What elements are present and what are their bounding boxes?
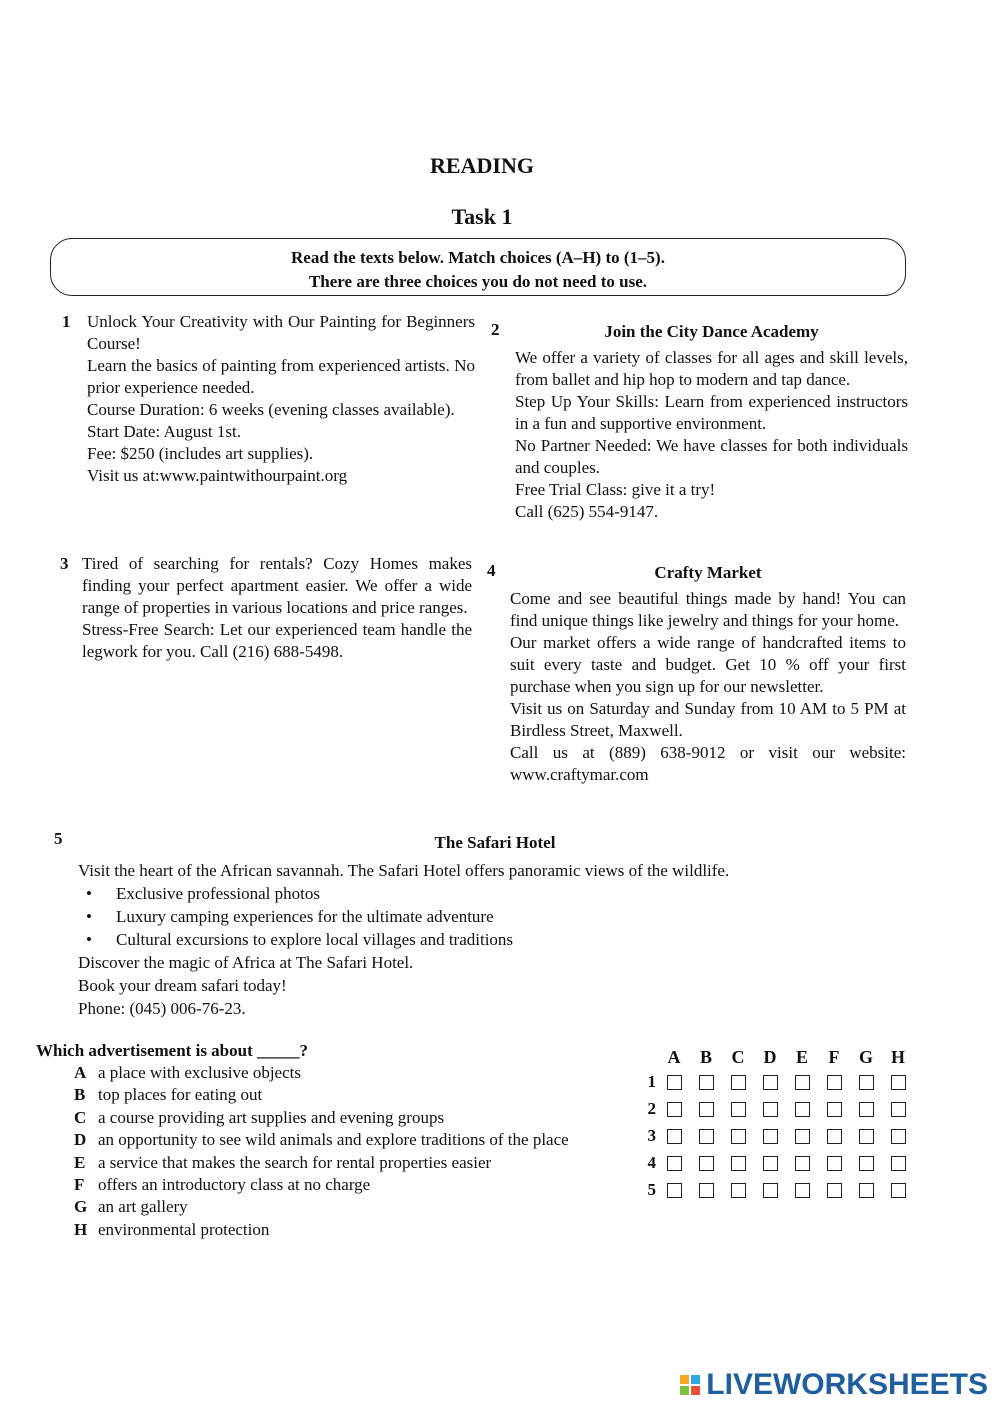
answer-cell	[754, 1149, 786, 1176]
answer-cell	[818, 1176, 850, 1203]
ad-2-line: We offer a variety of classes for all ages and skill levels, from ballet and hip hop to modern and tap dance.	[515, 348, 908, 389]
option-a	[74, 1062, 619, 1084]
answer-checkbox-4-g[interactable]	[859, 1156, 874, 1171]
answer-cell	[658, 1149, 690, 1176]
answer-cell	[850, 1176, 882, 1203]
option-text: an art gallery	[98, 1197, 188, 1217]
answer-checkbox-3-b[interactable]	[699, 1129, 714, 1144]
ad-4-line: Call us at (889) 638-9012 or visit our website: www.craftymar.com	[510, 743, 906, 784]
ad-5-bullet: • Luxury camping experiences for the ultimate adventure	[116, 905, 878, 928]
option-text: top places for eating out	[98, 1085, 263, 1105]
ad-1-text	[87, 311, 475, 487]
answer-cell	[722, 1122, 754, 1149]
ad-3-text	[82, 553, 472, 663]
answer-checkbox-3-h[interactable]	[891, 1129, 906, 1144]
grid-col-g: G	[858, 1047, 873, 1067]
ad-2-line: Free Trial Class: give it a try!	[515, 480, 716, 499]
answer-cell	[722, 1068, 754, 1095]
answer-checkbox-1-d[interactable]	[763, 1075, 778, 1090]
grid-corner	[626, 1046, 658, 1068]
option-text: a service that makes the search for rental properties easier	[98, 1152, 492, 1172]
answer-grid-row	[626, 1095, 914, 1122]
grid-col-f: F	[828, 1047, 840, 1067]
option-b	[74, 1084, 619, 1106]
answer-cell	[786, 1068, 818, 1095]
option-key: G	[74, 1197, 88, 1217]
option-key: D	[74, 1130, 87, 1150]
answer-checkbox-2-f[interactable]	[827, 1102, 842, 1117]
answer-cell	[850, 1095, 882, 1122]
question-prompt: Which advertisement is about _____?	[36, 1041, 308, 1060]
answer-checkbox-3-c[interactable]	[731, 1129, 746, 1144]
ad-5-outro: Book your dream safari today!	[78, 976, 287, 995]
option-text: an opportunity to see wild animals and explore traditions of the place	[98, 1130, 569, 1150]
answer-checkbox-2-h[interactable]	[891, 1102, 906, 1117]
answer-cell	[658, 1176, 690, 1203]
answer-checkbox-1-a[interactable]	[667, 1075, 682, 1090]
grid-row-label: 1	[647, 1071, 656, 1091]
answer-checkbox-5-b[interactable]	[699, 1183, 714, 1198]
option-text: offers an introductory class at no charge	[98, 1175, 371, 1195]
answer-grid-row	[626, 1176, 914, 1203]
ad-4-line: Our market offers a wide range of handcrafted items to suit every taste and budget. Get 10 % off your first purchase when you sign up for our newsletter.	[510, 633, 906, 696]
ad-4-line: Visit us on Saturday and Sunday from 10 AM to 5 PM at Birdless Street, Maxwell.	[510, 699, 906, 740]
answer-checkbox-1-g[interactable]	[859, 1075, 874, 1090]
answer-checkbox-5-c[interactable]	[731, 1183, 746, 1198]
answer-cell	[850, 1122, 882, 1149]
task-title: Task 1	[451, 204, 513, 229]
ad-3-line: Tired of searching for rentals? Cozy Homes makes finding your perfect apartment easier. We offer a wide range of properties in various locations and price ranges.	[82, 554, 472, 617]
answer-cell	[786, 1095, 818, 1122]
answer-checkbox-3-e[interactable]	[795, 1129, 810, 1144]
answer-cell	[722, 1149, 754, 1176]
option-text: a place with exclusive objects	[98, 1063, 301, 1082]
answer-grid-header	[626, 1046, 914, 1068]
answer-checkbox-1-h[interactable]	[891, 1075, 906, 1090]
answer-checkbox-3-g[interactable]	[859, 1129, 874, 1144]
answer-cell	[882, 1095, 914, 1122]
answer-cell	[690, 1122, 722, 1149]
answer-checkbox-5-h[interactable]	[891, 1183, 906, 1198]
ad-2-number: 2	[491, 320, 500, 339]
ad-2-line: Call (625) 554-9147.	[515, 502, 659, 521]
ad-2-line: No Partner Needed: We have classes for both individuals and couples.	[515, 436, 908, 477]
logo-block	[680, 1386, 689, 1395]
answer-cell	[786, 1176, 818, 1203]
answer-cell	[754, 1176, 786, 1203]
ad-1-line: Learn the basics of painting from experienced artists. No prior experience needed.	[87, 356, 475, 397]
ad-5-bullet: • Exclusive professional photos	[116, 882, 878, 905]
option-e	[74, 1152, 619, 1174]
grid-col-e: E	[795, 1047, 808, 1067]
grid-col-h: H	[890, 1047, 905, 1067]
ad-5-bullets	[78, 882, 878, 951]
answer-checkbox-5-d[interactable]	[763, 1183, 778, 1198]
instruction-line-1: Read the texts below. Match choices (A–H) to (1–5).	[291, 248, 665, 267]
answer-cell	[722, 1176, 754, 1203]
answer-checkbox-2-e[interactable]	[795, 1102, 810, 1117]
option-key: E	[74, 1152, 86, 1172]
answer-checkbox-1-e[interactable]	[795, 1075, 810, 1090]
ad-1-line: Visit us at:www.paintwithourpaint.org	[87, 466, 348, 485]
option-f	[74, 1174, 619, 1196]
ad-2-title: Join the City Dance Academy	[604, 322, 819, 341]
answer-cell	[850, 1149, 882, 1176]
option-text: environmental protection	[98, 1219, 270, 1239]
option-d	[74, 1129, 619, 1151]
ad-4-line: Come and see beautiful things made by hand! You can find unique things like jewelry and things for your home.	[510, 589, 906, 630]
answer-cell	[754, 1095, 786, 1122]
grid-row-label: 3	[647, 1125, 656, 1145]
answer-cell	[754, 1068, 786, 1095]
option-key: F	[74, 1175, 85, 1195]
answer-checkbox-5-e[interactable]	[795, 1183, 810, 1198]
grid-row-label: 2	[647, 1098, 656, 1118]
answer-checkbox-4-e[interactable]	[795, 1156, 810, 1171]
ad-1-line: Start Date: August 1st.	[87, 422, 241, 441]
grid-row-label: 5	[647, 1179, 656, 1199]
answer-checkbox-5-a[interactable]	[667, 1183, 682, 1198]
answer-cell	[690, 1149, 722, 1176]
answer-grid-row	[626, 1149, 914, 1176]
grid-row-label: 4	[647, 1152, 656, 1172]
answer-cell	[818, 1095, 850, 1122]
answer-grid	[626, 1046, 914, 1203]
answer-cell	[658, 1068, 690, 1095]
answer-cell	[690, 1068, 722, 1095]
option-key: B	[74, 1085, 86, 1105]
answer-checkbox-4-c[interactable]	[731, 1156, 746, 1171]
answer-checkbox-1-c[interactable]	[731, 1075, 746, 1090]
ad-4-number: 4	[487, 561, 496, 580]
option-key: C	[74, 1107, 87, 1127]
ad-2-text	[515, 321, 908, 523]
ad-5-bullet: • Cultural excursions to explore local villages and traditions	[116, 928, 878, 951]
logo-block	[691, 1386, 700, 1395]
option-g	[74, 1196, 619, 1218]
answer-checkbox-4-a[interactable]	[667, 1156, 682, 1171]
logo-mark-icon	[680, 1375, 700, 1395]
answer-checkbox-2-g[interactable]	[859, 1102, 874, 1117]
ad-1-title: Unlock Your Creativity with Our Painting for Beginners Course!	[87, 312, 475, 353]
grid-col-a: A	[667, 1047, 681, 1067]
ad-5-outro: Phone: (045) 006-76-23.	[78, 999, 246, 1018]
logo-block	[691, 1375, 700, 1384]
options-list	[74, 1062, 619, 1241]
grid-col-b: B	[699, 1047, 712, 1067]
ad-5-intro: Visit the heart of the African savannah. The Safari Hotel offers panoramic views of the wildlife.	[78, 861, 730, 880]
answer-grid-row	[626, 1122, 914, 1149]
ad-1-number: 1	[62, 312, 71, 331]
answer-checkbox-3-f[interactable]	[827, 1129, 842, 1144]
answer-cell	[690, 1095, 722, 1122]
answer-cell	[786, 1122, 818, 1149]
answer-cell	[690, 1176, 722, 1203]
liveworksheets-logo	[680, 1368, 988, 1401]
grid-col-c: C	[731, 1047, 745, 1067]
answer-checkbox-4-f[interactable]	[827, 1156, 842, 1171]
answer-checkbox-4-h[interactable]	[891, 1156, 906, 1171]
ad-5-title: The Safari Hotel	[434, 833, 556, 852]
logo-block	[680, 1375, 689, 1384]
answer-cell	[754, 1122, 786, 1149]
answer-cell	[818, 1122, 850, 1149]
answer-checkbox-5-f[interactable]	[827, 1183, 842, 1198]
ad-3-line: Stress-Free Search: Let our experienced team handle the legwork for you. Call (216) 688-5498.	[82, 620, 472, 661]
answer-checkbox-1-b[interactable]	[699, 1075, 714, 1090]
answer-cell	[658, 1122, 690, 1149]
answer-checkbox-2-b[interactable]	[699, 1102, 714, 1117]
answer-cell	[882, 1176, 914, 1203]
ad-5-number: 5	[54, 829, 63, 848]
answer-cell	[882, 1068, 914, 1095]
option-key: A	[74, 1063, 87, 1082]
ad-5-text	[78, 859, 878, 1020]
answer-checkbox-1-f[interactable]	[827, 1075, 842, 1090]
ad-3-number: 3	[60, 554, 69, 573]
instruction-line-2: There are three choices you do not need to use.	[308, 272, 648, 291]
option-text: a course providing art supplies and evening groups	[98, 1107, 445, 1127]
ad-4-title: Crafty Market	[654, 563, 762, 582]
answer-grid-row	[626, 1068, 914, 1095]
answer-checkbox-4-b[interactable]	[699, 1156, 714, 1171]
answer-cell	[786, 1149, 818, 1176]
answer-checkbox-2-d[interactable]	[763, 1102, 778, 1117]
answer-cell	[850, 1068, 882, 1095]
ad-1-line: Course Duration: 6 weeks (evening classes available).	[87, 400, 455, 419]
answer-checkbox-2-c[interactable]	[731, 1102, 746, 1117]
answer-cell	[818, 1149, 850, 1176]
answer-cell	[882, 1122, 914, 1149]
answer-cell	[818, 1068, 850, 1095]
answer-cell	[882, 1149, 914, 1176]
answer-checkbox-3-d[interactable]	[763, 1129, 778, 1144]
instruction-box	[50, 238, 906, 296]
answer-checkbox-2-a[interactable]	[667, 1102, 682, 1117]
grid-col-d: D	[763, 1047, 777, 1067]
logo-text: LIVEWORKSHEETS	[706, 1368, 988, 1401]
ad-1-line: Fee: $250 (includes art supplies).	[87, 444, 314, 463]
option-c	[74, 1107, 619, 1129]
ad-2-line: Step Up Your Skills: Learn from experienced instructors in a fun and supportive environment.	[515, 392, 908, 433]
answer-checkbox-3-a[interactable]	[667, 1129, 682, 1144]
section-title: READING	[430, 153, 534, 178]
answer-checkbox-4-d[interactable]	[763, 1156, 778, 1171]
option-h	[74, 1219, 619, 1241]
option-key: H	[74, 1219, 88, 1239]
answer-cell	[722, 1095, 754, 1122]
ad-4-text	[510, 562, 906, 786]
ad-5-outro: Discover the magic of Africa at The Safari Hotel.	[78, 953, 414, 972]
answer-cell	[658, 1095, 690, 1122]
answer-checkbox-5-g[interactable]	[859, 1183, 874, 1198]
